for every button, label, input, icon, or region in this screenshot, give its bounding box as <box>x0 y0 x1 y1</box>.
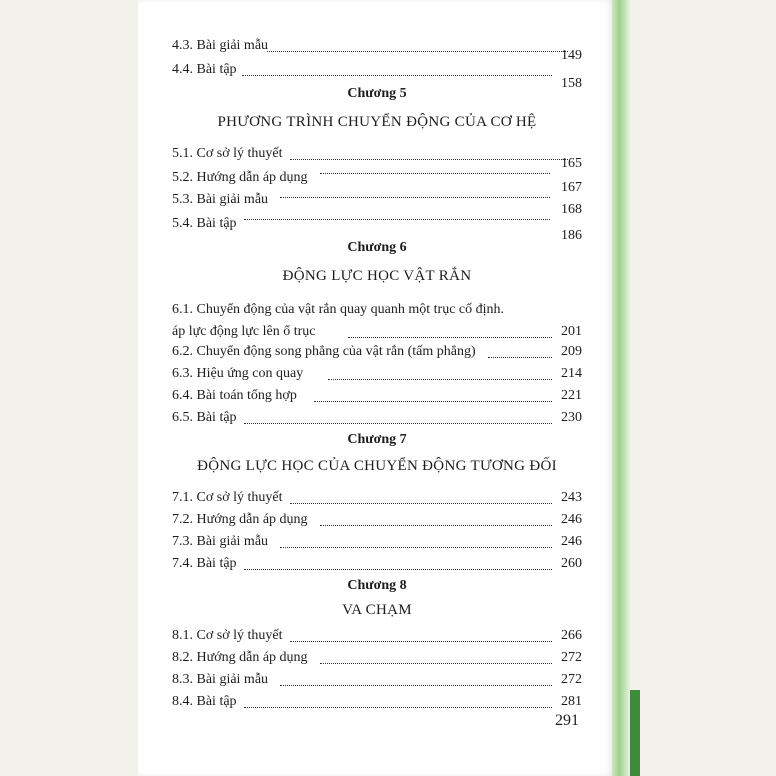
chapter-heading: Chương 8 <box>347 578 407 593</box>
toc-entry <box>172 144 582 164</box>
chapter-heading: Chương 7 <box>347 432 407 447</box>
toc-entry-label: 4.4. Bài tập <box>172 62 237 77</box>
leader-dots <box>320 663 552 664</box>
toc-entry-page: 167 <box>561 180 582 195</box>
leader-dots <box>290 159 568 160</box>
toc-entry-page: 281 <box>561 694 582 709</box>
toc-entry-label: 8.2. Hướng dẫn áp dụng <box>172 650 308 665</box>
leader-dots <box>320 525 552 526</box>
toc-entry <box>172 322 582 342</box>
chapter-heading: Chương 6 <box>347 240 407 255</box>
toc-entry-page: 158 <box>561 76 582 91</box>
toc-entry-label: 4.3. Bài giải mẫu <box>172 38 269 53</box>
leader-dots <box>328 379 552 380</box>
leader-dots <box>280 547 552 548</box>
toc-entry-label: 5.3. Bài giải mẫu <box>172 192 269 207</box>
toc-entry-page: 149 <box>561 48 582 63</box>
toc-entry-page: 246 <box>561 512 582 527</box>
toc-entry-page: 260 <box>561 556 582 571</box>
toc-entry-label: 8.4. Bài tập <box>172 694 237 709</box>
leader-dots <box>320 173 550 174</box>
toc-entry <box>172 670 582 690</box>
toc-entry <box>172 300 582 320</box>
toc-entry <box>172 510 582 530</box>
toc-entry-label: 5.4. Bài tập <box>172 216 237 231</box>
toc-entry-label: 5.2. Hướng dẫn áp dụng <box>172 170 308 185</box>
chapter-title: PHƯƠNG TRÌNH CHUYỂN ĐỘNG CỦA CƠ HỆ <box>217 114 537 130</box>
toc-entry-page: 272 <box>561 650 582 665</box>
chapter-heading: Chương 5 <box>347 86 407 101</box>
toc-entry-page: 165 <box>561 156 582 171</box>
toc-entry-page: 209 <box>561 344 582 359</box>
leader-dots <box>290 641 552 642</box>
toc-entry <box>172 488 582 508</box>
toc-entry <box>172 648 582 668</box>
leader-dots <box>280 197 550 198</box>
leader-dots <box>314 401 552 402</box>
toc-entry <box>172 408 582 428</box>
toc-entry-label: 7.4. Bài tập <box>172 556 237 571</box>
toc-entry-label: 6.5. Bài tập <box>172 410 237 425</box>
toc-entry <box>172 386 582 406</box>
cover-edge <box>630 690 640 776</box>
leader-dots <box>267 51 568 52</box>
toc-entry-label: 7.1. Cơ sở lý thuyết <box>172 490 283 505</box>
toc-entry-page: 246 <box>561 534 582 549</box>
leader-dots <box>244 219 550 220</box>
toc-entry-label: 7.3. Bài giải mẫu <box>172 534 269 549</box>
toc-entry-label: 8.1. Cơ sở lý thuyết <box>172 628 283 643</box>
toc-entry <box>172 626 582 646</box>
toc-entry-page: 221 <box>561 388 582 403</box>
toc-entry-page: 272 <box>561 672 582 687</box>
toc-entry <box>172 692 582 712</box>
toc-entry-label: 7.2. Hướng dẫn áp dụng <box>172 512 308 527</box>
toc-entry <box>172 342 582 362</box>
chapter-title: VA CHẠM <box>342 602 412 618</box>
chapter-title: ĐỘNG LỰC HỌC VẬT RẮN <box>282 268 472 284</box>
toc-entry-label: áp lực động lực lên ổ trục <box>172 324 316 339</box>
toc-entry <box>172 156 582 188</box>
toc-entry <box>172 36 582 56</box>
toc-entry-page: 186 <box>561 228 582 243</box>
leader-dots <box>244 423 552 424</box>
toc-entry-page: 168 <box>561 202 582 217</box>
toc-entry-label: 8.3. Bài giải mẫu <box>172 672 269 687</box>
toc-entry-label: 6.1. Chuyển động của vật rắn quay quanh một trục cố định. <box>172 302 505 317</box>
leader-dots <box>244 569 552 570</box>
page-edge <box>612 0 630 776</box>
toc-entry-label: 6.2. Chuyển động song phẳng của vật rắn (tấm phẳng) <box>172 344 476 359</box>
leader-dots <box>348 337 552 338</box>
leader-dots <box>244 707 552 708</box>
toc-entry <box>172 554 582 574</box>
toc-entry-label: 6.4. Bài toán tổng hợp <box>172 388 297 403</box>
toc-entry <box>172 180 582 210</box>
toc-entry-page: 230 <box>561 410 582 425</box>
page-number: 291 <box>555 712 579 729</box>
toc-entry-page: 201 <box>561 324 582 339</box>
leader-dots <box>488 357 552 358</box>
toc-entry <box>172 532 582 552</box>
leader-dots <box>290 503 552 504</box>
toc-entry-page: 214 <box>561 366 582 381</box>
leader-dots <box>280 685 552 686</box>
toc-entry-page: 266 <box>561 628 582 643</box>
toc-entry <box>172 364 582 384</box>
chapter-title: ĐỘNG LỰC HỌC CỦA CHUYỂN ĐỘNG TƯƠNG ĐỐI <box>197 458 557 474</box>
toc-entry-label: 6.3. Hiệu ứng con quay <box>172 366 304 381</box>
toc-entry-page: 243 <box>561 490 582 505</box>
toc-entry-label: 5.1. Cơ sở lý thuyết <box>172 146 283 161</box>
